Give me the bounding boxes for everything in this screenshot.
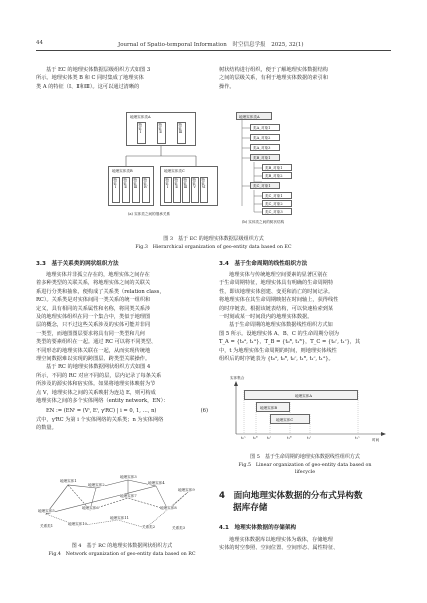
s33-line: 类型的要素组织在一起。通过 RC 可以将不同类型、	[36, 339, 157, 346]
entity-set-label: 实体集合	[230, 376, 245, 380]
feature-box-c4	[191, 177, 199, 203]
entity-b-bar	[256, 402, 290, 412]
s33-line: 不同形态的地理实体关联在一起，从而实现传统地	[36, 347, 151, 354]
tree-class-b-label: 类B_对象1	[253, 156, 271, 160]
tree-b-item-2	[262, 172, 292, 179]
s33-line: 及的地理实体组织在同一个集合中，类似于地理图	[36, 314, 151, 321]
fig4-caption-en: Fig.4 Network organization of geo-entity data based on RC	[48, 552, 196, 557]
intro-line-3: 类 A 的特征（Ⅰ、Ⅱ和Ⅲ）。这可以通过清晰的	[36, 83, 140, 90]
intro-line-1: 基于 EC 的地理实体数据层级组织方式如图 3	[46, 67, 151, 73]
journal-name-cn: 时空信息学报	[232, 42, 266, 48]
figure-3b	[236, 112, 316, 230]
feature-b1-text: 特征Ⅰ	[113, 178, 118, 189]
s34-line: 图 5 所示。设地理实体 A、B、C 的生命周期分别为	[219, 330, 339, 337]
feature-c4-text: 特征Ⅴ	[192, 178, 197, 189]
s34-line: 地理实体与传统地理空间要素的显著区别在	[229, 272, 328, 278]
relation-label: 关系类1	[40, 524, 54, 528]
s34-line: T_A = {t₀ᴬ, t₁ᴬ}，T_B = {t₀ᴮ, t₁ᴮ}，T_C = {t₀ᶜ, t₁ᶜ}，其	[219, 339, 361, 346]
feature-a3-text: 特征Ⅲ	[178, 123, 183, 134]
s33-line: 所涉及的源实体和宿实体。如果将地理实体映射为节	[36, 381, 156, 388]
s41-line: 实体的时空参照、空间位置、空间形态、属性特征、	[219, 545, 339, 552]
s33-line: 理空间数据难以实现的跨图层、跨类型关联操作。	[36, 356, 151, 363]
tree-c-item-1	[262, 192, 292, 199]
entity-a-bar	[244, 390, 358, 400]
section-4-title-line-2: 据库存储	[233, 503, 268, 513]
feature-c1-text: 特征Ⅰ	[165, 178, 170, 189]
equation-text: EN := (ENⁱ = (Vⁱ, Eⁱ, γⁱRC) | i = 0, 1, …, n)	[46, 407, 157, 414]
tick-label: t₁ᴮ	[287, 436, 292, 440]
intro-cont-line-1: 树状结构进行组织，便于了解地理实体数据结构	[219, 67, 328, 73]
s33-line: 地理实体之间的多个实体网络（entity network，EN）：	[36, 398, 169, 405]
tree-class-a-label: 地理实体类A	[239, 115, 260, 119]
feature-box-b4	[142, 177, 150, 203]
section-3-3-title: 3.3 基于关系类的网状组织方法	[36, 261, 119, 267]
tree-c-item-1-label: 类C_对象1	[265, 194, 283, 198]
section-3-3-body	[36, 271, 208, 432]
feature-b4-text: 特征Ⅳ	[143, 178, 148, 189]
intro-paragraph	[36, 66, 208, 91]
tick-label: t₀ᶜ	[267, 436, 272, 440]
time-axis-label: 时间	[372, 438, 380, 442]
s34-line: 一时刻或某一时间段内的地理实体数据。	[219, 314, 313, 321]
s33-line: 地理实体并非孤立存在的，地理实体之间存在	[46, 272, 150, 278]
equation-6	[36, 406, 208, 416]
journal-header	[118, 40, 304, 48]
entity-b-label: 地理实体B	[260, 406, 278, 410]
inheritance-lines	[108, 146, 220, 166]
tree-class-c-label: 类C_对象1	[253, 184, 271, 188]
figure-5	[226, 372, 390, 450]
feature-a2-text: 特征Ⅱ	[158, 123, 163, 134]
feature-b3-text: 特征Ⅲ	[133, 178, 138, 189]
tree-b-item-2-label: 类B_对象2	[265, 174, 283, 178]
journal-issue: 2025, 32(1)	[271, 42, 304, 48]
s34-line: 组织后的时序链表为 {t₀ᴬ, t₀ᴮ, t₀ᶜ, t₁ᴮ, t₁ᶜ, t₁ᴬ}。	[219, 356, 334, 363]
tree-c-item-2-label: 类C_对象2	[265, 202, 283, 206]
fig4-caption-cn: 图 4 基于 RC 的地理实体数据网状组织方式	[71, 543, 173, 549]
network-node: 地理实体9	[178, 488, 195, 492]
network-node: 地理实体5	[38, 509, 55, 513]
feature-c2-text: 特征Ⅱ	[174, 178, 179, 189]
tree-c-item-2	[262, 200, 292, 207]
fig5-caption-cn: 图 5 基于生命周期的地理实体数据线性组织方式	[250, 454, 360, 460]
feature-box-b3	[132, 177, 140, 203]
class-c-label: 地理实体类C	[164, 169, 185, 173]
section-4-title-line-1: 4 面向地理实体数据的分布式异构数	[219, 491, 363, 501]
entity-a-label: 地理实体A	[295, 394, 312, 398]
s33-line: 所示，不同的 RC 对应不同的层，层内记录了每条关系	[36, 372, 162, 379]
section-4-title	[219, 490, 391, 514]
s33-line: 一类型，而地图图层要求将具有同一类型和几何	[36, 330, 145, 337]
tick-label: t₀ᴮ	[253, 436, 258, 440]
s33-line: RC）。关系类是对实体间同一类关系的统一组织和	[36, 297, 151, 304]
section-3-4-title: 3.4 基于生命周期的线性组织方法	[219, 261, 308, 267]
feature-box-b1	[112, 177, 120, 203]
tree-a-item-3	[250, 144, 280, 151]
feature-box-c3	[182, 177, 190, 203]
feature-a1-text: 特征Ⅰ	[138, 123, 143, 134]
s33-line: 层的概念，只不过这些关系涉及的实体可能并非同	[36, 322, 151, 329]
network-node: 地理实体10	[68, 522, 87, 526]
s34-line: 中，t 为地理实体生命周期的时间，则地理实体线性	[219, 347, 337, 354]
intro-paragraph-cont	[219, 66, 391, 91]
tree-class-a	[236, 112, 272, 120]
fig3-caption-cn: 图 3 基于 EC 的地理实体数据层级组织方式	[163, 236, 264, 242]
tree-a-item-1	[250, 124, 280, 131]
feature-box-b2	[122, 177, 130, 203]
relation-label: 关系类3	[172, 526, 186, 530]
intro-line-2: 所示。地理实体类 B 和 C 同时集成了地理实体	[36, 75, 144, 82]
s34-line: 将地理实体在其生命周期映射在时间轴上，获得线性	[219, 297, 339, 304]
feature-box-c2	[173, 177, 181, 203]
network-node: 地理实体1	[60, 479, 77, 483]
network-node: 地理实体7	[120, 494, 137, 498]
network-node: 地理实体2	[88, 483, 105, 487]
feature-b2-text: 特征Ⅱ	[123, 178, 128, 189]
relation-label: 关系类2	[142, 525, 156, 529]
s33-line: 着多种类型的关联关系，将地理实体之间的关联关	[36, 280, 151, 287]
tree-c-item-3-label: 类C_对象3	[265, 210, 283, 214]
network-node: 地理实体8	[160, 506, 177, 510]
entity-c-bar	[270, 414, 310, 424]
s34-line: 于生命周期特征，地理实体具有明确的生命周期特	[219, 280, 334, 287]
journal-name: Journal of Spatio-temporal Information	[118, 42, 227, 48]
tree-a-item-1-label: 类A_对象1	[253, 126, 271, 130]
page-number: 44	[36, 40, 43, 46]
s33-line: 点 V，地理实体之间的关系映射为连边 E，则可构成	[36, 389, 156, 396]
s34-line: 基于生命周期的地理实体数据线性组织方式如	[229, 322, 333, 329]
s33-line: 式中，γⁱRC 为第 i 个实体网络的关系类；n 为实体网络	[36, 416, 164, 423]
tree-class-b	[250, 154, 280, 161]
network-node: 地理实体6	[82, 506, 99, 510]
network-node: 地理实体11	[110, 516, 129, 520]
tree-b-item-1	[262, 164, 292, 171]
tick-label: t₀ᴬ	[241, 436, 246, 440]
tree-a-item-2-label: 类A_对象2	[253, 136, 271, 140]
section-4-1-body	[219, 536, 391, 553]
class-a-label: 地理实体类A	[130, 115, 151, 119]
s33-line: 系进行分类和抽象，便构成了关系类（relation class，	[36, 288, 165, 295]
network-node: 地理实体4	[148, 481, 165, 485]
s33-line: 基于 RC 的地理实体数据网状组织方式如图 4	[46, 364, 151, 371]
tick-label: t₁ᶜ	[307, 436, 312, 440]
feature-box-c1	[164, 177, 172, 203]
s34-line: 性，即该地理实体创建、变更和消亡的时间记录。	[219, 288, 334, 295]
tree-c-item-3	[262, 208, 292, 215]
section-3-4-body	[219, 271, 391, 363]
tree-b-item-1-label: 类B_对象1	[265, 166, 283, 170]
tree-class-c	[250, 182, 280, 189]
fig5-caption-en-2: lifecycle	[294, 470, 316, 475]
network-node: 地理实体3	[120, 475, 137, 479]
figure-4	[38, 470, 208, 538]
class-c-box	[160, 166, 218, 206]
feature-c3-text: 特征Ⅲ	[183, 178, 188, 189]
fig3a-subcaption: (a) 实体类之间的继承关系	[128, 212, 171, 216]
s33-line: 的数量。	[36, 424, 57, 431]
s41-line: 地理实体数据库以地理实体为载体，存储地理	[229, 537, 333, 543]
entity-c-label: 地理实体C	[276, 418, 294, 422]
figure-3a	[108, 112, 220, 230]
feature-box-c5	[200, 177, 208, 203]
feature-box-a1	[137, 122, 146, 144]
feature-c5-text: 特征Ⅵ	[201, 178, 206, 189]
class-b-box	[108, 166, 154, 206]
tree-a-item-2	[250, 134, 280, 141]
fig5-caption-en-1: Fig.5 Linear organization of geo-entity data based on	[238, 463, 372, 468]
tick-label: t₁ᴬ	[355, 436, 360, 440]
section-4-1-title: 4.1 地理实体数据的存储架构	[219, 525, 297, 531]
intro-cont-line-3: 操作。	[219, 83, 235, 90]
s33-line: 定义，具有相同的关系属性和名称，将同类关系涉	[36, 305, 151, 312]
equation-number: (6)	[200, 407, 208, 414]
s34-line: 的时序链表。根据该链表结构，可以快速检索到某	[219, 305, 334, 312]
class-a-box	[126, 112, 196, 146]
intro-cont-line-2: 之间的层级关系，有利于地理实体数据的索引和	[219, 75, 328, 82]
feature-box-a2	[157, 122, 166, 144]
fig3b-subcaption: (b) 实体类之间的树状结构	[242, 220, 285, 224]
feature-box-a3	[177, 122, 186, 144]
fig3-caption-en: Fig.3 Hierarchical organization of geo-entity data based on EC	[135, 245, 292, 250]
class-b-label: 地理实体类B	[112, 169, 133, 173]
tree-a-item-3-label: 类A_对象3	[253, 146, 271, 150]
